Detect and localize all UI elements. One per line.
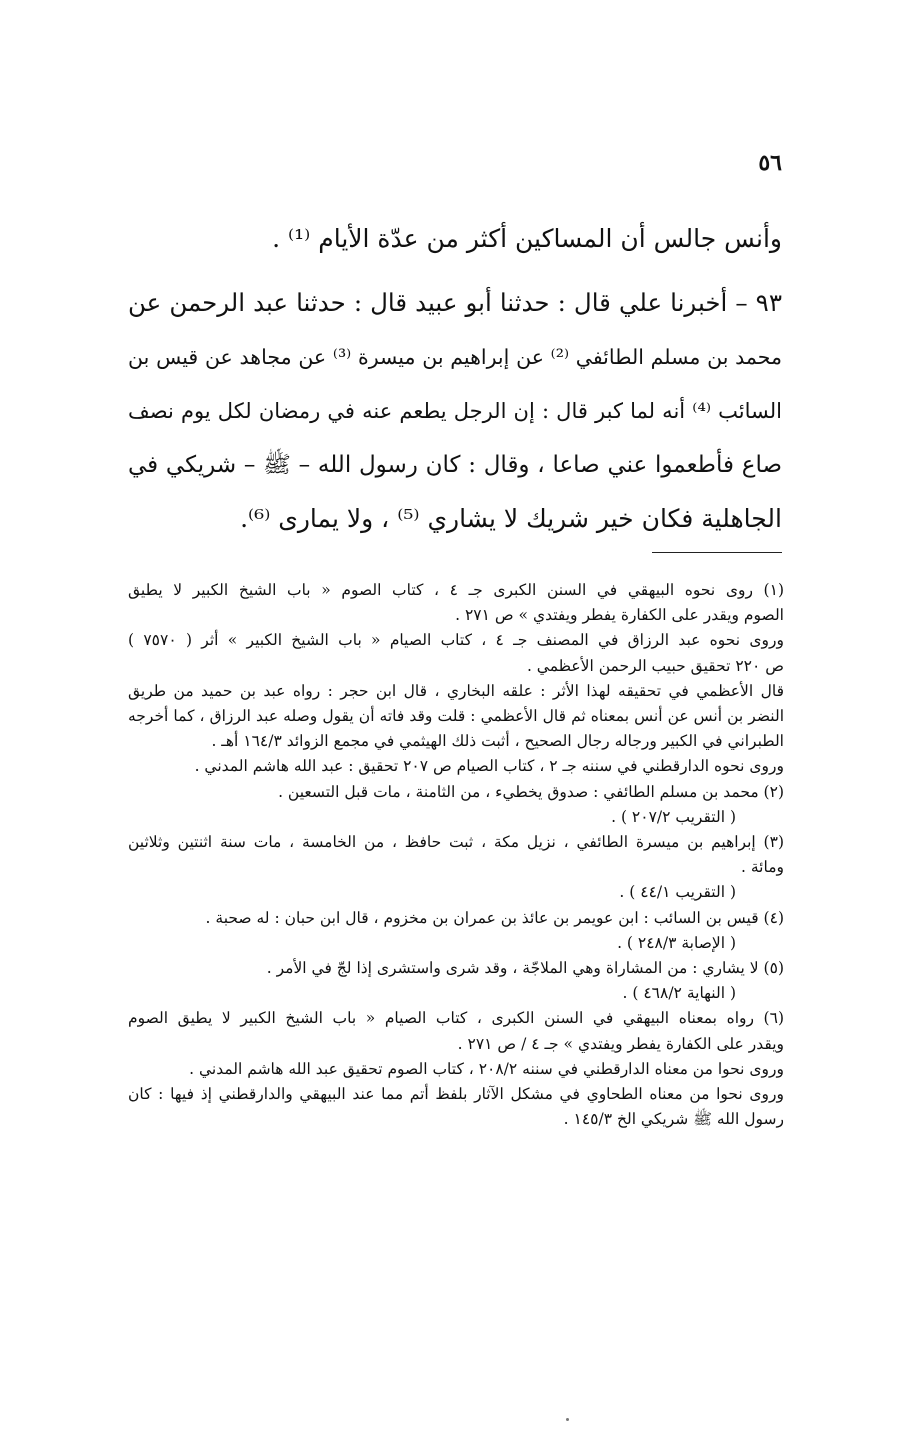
footnotes	[128, 578, 784, 1132]
paragraph-gap	[128, 266, 782, 276]
footnote-1-line: الطبراني في الكبير ورجاله رجال الصحيح ، أثبت ذلك الهيثمي في مجمع الزوائد ١٦٤/٣ أهـ .	[211, 732, 784, 751]
main-line: محمد بن مسلم الطائفي ⁽²⁾ عن إبراهيم بن ميسرة ⁽³⁾ عن مجاهد عن قيس بن	[128, 345, 782, 369]
scan-speck	[566, 1418, 569, 1421]
footnote-6-line: وروى نحوا من معناه الطحاوي في مشكل الآثار بلفظ أتم مما عند البيهقي والدارقطني إذ فيها : كان	[128, 1085, 784, 1104]
footnote-4-source: ( الإصابة ٢٤٨/٣ ) .	[617, 933, 736, 952]
footnote-6-line: (٦) رواه بمعناه البيهقي في السنن الكبرى ، كتاب الصيام « باب الشيخ الكبير لا يطيق الصوم	[128, 1009, 784, 1028]
footnote-1-line: (١) روى نحوه البيهقي في السنن الكبرى جـ ٤ ، كتاب الصوم « باب الشيخ الكبير لا يطيق	[128, 581, 784, 599]
footnote-1-line: قال الأعظمي في تحقيقه لهذا الأثر : علقه البخاري ، قال ابن حجر : رواه عبد بن حميد من طريق	[128, 681, 784, 700]
footnote-2-source: ( التقريب ٢٠٧/٢ ) .	[611, 807, 736, 826]
main-line-continuation: وأنس جالس أن المساكين أكثر من عدّة الأيام ⁽¹⁾ .	[272, 224, 782, 253]
footnote-4-line: (٤) قيس بن السائب : ابن عويمر بن عائذ بن عمران بن مخزوم ، قال ابن حبان : له صحبة .	[205, 908, 784, 927]
footnote-6-line: وروى نحوا من معناه الدارقطني في سننه ٢٠٨/٢ ، كتاب الصوم تحقيق عبد الله هاشم المدني .	[189, 1059, 784, 1078]
footnote-divider	[652, 552, 782, 553]
footnote-3-line: (٣) إبراهيم بن ميسرة الطائفي ، نزيل مكة ، ثبت حافظ ، من الخامسة ، مات سنة اثنتين وثلاثين	[128, 833, 784, 852]
footnote-1-line: وروى نحوه عبد الرزاق في المصنف جـ ٤ ، كتاب الصيام « باب الشيخ الكبير » أثر ( ٧٥٧٠ )	[128, 631, 784, 650]
footnote-3-source: ( التقريب ٤٤/١ ) .	[619, 883, 736, 902]
footnote-5-source: ( النهاية ٤٦٨/٢ ) .	[622, 984, 736, 1003]
footnote-5-line: (٥) لا يشاري : من المشاراة وهي الملاجّة ، وقد شرى واستشرى إذا لجّ في الأمر .	[266, 959, 784, 978]
footnote-6-line: ويقدر على الكفارة يفطر ويفتدي » جـ ٤ / ص ٢٧١ .	[457, 1034, 784, 1053]
main-line: الجاهلية فكان خير شريك لا يشاري ⁽⁵⁾ ، ولا يمارى ⁽⁶⁾.	[240, 504, 782, 533]
page-number: ٥٦	[758, 150, 782, 176]
footnote-6-line: رسول الله ﷺ شريكي الخ ١٤٥/٣ .	[563, 1110, 784, 1129]
footnote-1-line: النضر بن أنس عن أنس بمعناه ثم قال الأعظمي : قلت وقد فاته أن يقول وصله عبد الرزاق ، كما أخرجه	[128, 707, 784, 726]
footnote-1-line: وروى نحوه الدارقطني في سننه جـ ٢ ، كتاب الصيام ص ٢٠٧ تحقيق : عبد الله هاشم المدني .	[194, 757, 784, 776]
main-text	[128, 212, 782, 546]
footnote-2-line: (٢) محمد بن مسلم الطائفي : صدوق يخطيء ، من الثامنة ، مات قبل التسعين .	[278, 782, 784, 801]
main-line: صاع فأطعموا عني صاعا ، وقال : كان رسول الله – ﷺ – شريكي في	[128, 452, 782, 478]
main-line-hadith-93: ٩٣ – أخبرنا علي قال : حدثنا أبو عبيد قال : حدثنا عبد الرحمن عن	[128, 288, 782, 317]
footnote-1-line: الصوم ويقدر على الكفارة يفطر ويفتدي » ص ٢٧١ .	[455, 606, 784, 625]
main-line: السائب ⁽⁴⁾ أنه لما كبر قال : إن الرجل يطعم عنه في رمضان لكل يوم نصف	[128, 399, 782, 423]
footnote-1-line: ص ٢٢٠ تحقيق حبيب الرحمن الأعظمي .	[526, 656, 784, 675]
footnote-3-line: ومائة .	[741, 858, 784, 877]
